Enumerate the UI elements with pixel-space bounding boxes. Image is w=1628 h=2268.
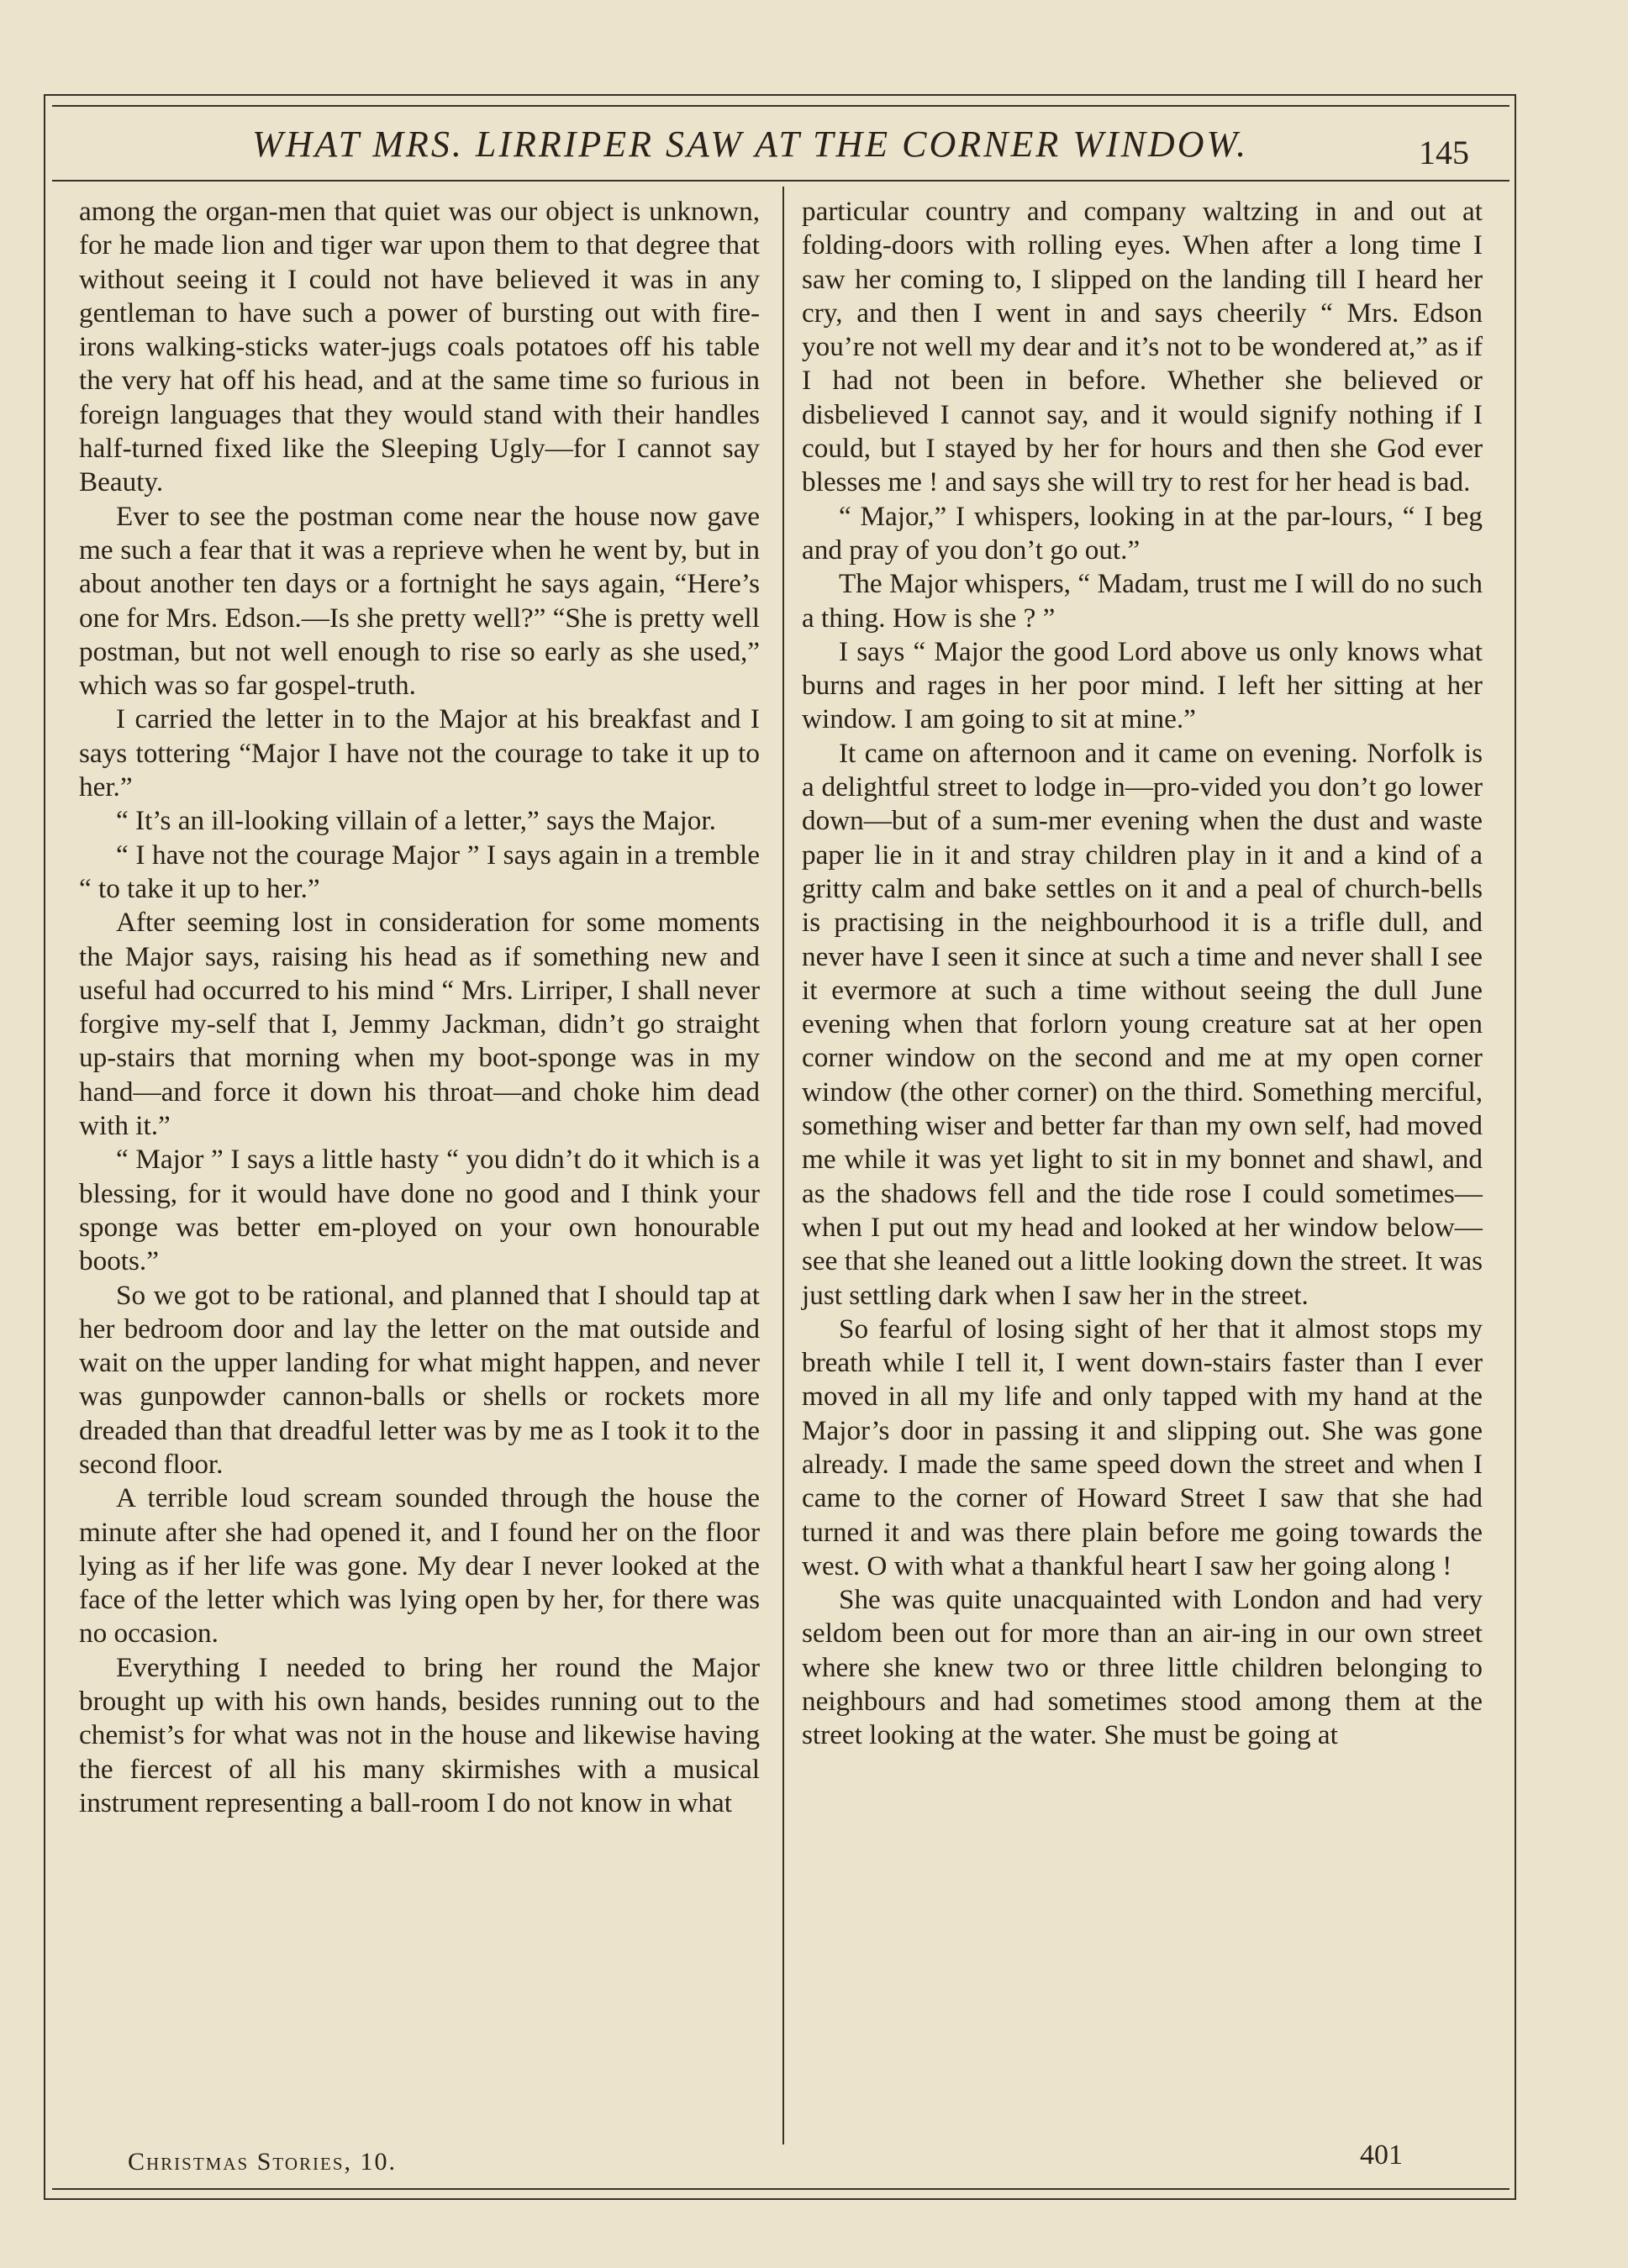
page-number: 145 — [1419, 134, 1469, 171]
paragraph: I says “ Major the good Lord above us only knows what burns and rages in her poor mind. I left her sitting at her window. I am going to sit at mine.” — [802, 635, 1483, 735]
paragraph: The Major whispers, “ Madam, trust me I will do no such a thing. How is she ? ” — [802, 568, 1483, 634]
bottom-rule — [52, 2188, 1509, 2190]
paragraph: So we got to be rational, and planned that I should tap at her bedroom door and lay the letter on the mat outside and wait on the upper landing for what might happen, and never was gunpowder cannon-balls or shells or rockets more dreaded than that dreadful letter was by me as I took it to the second floor. — [79, 1279, 760, 1480]
column-divider — [782, 187, 784, 2144]
paragraph: So fearful of losing sight of her that it almost stops my breath while I tell it, I went down-stairs faster than I ever moved in all my life and only tapped with my hand at the Major’s door in passing it and slipping out. She was gone already. I made the same speed down the street and when I came to the corner of Howard Street I saw that she had turned it and was there plain before me going towards the west. O with what a thankful heart I saw her going along ! — [802, 1313, 1483, 1581]
right-column — [802, 195, 1483, 1753]
paragraph: She was quite unacquainted with London and had very seldom been out for more than an air-ing in our own street where she knew two or three little children belonging to neighbours and had sometimes stood among them at the street looking at the water. She must be going at — [802, 1584, 1483, 1751]
paragraph: particular country and company waltzing in and out at folding-doors with rolling eyes. When after a long time I saw her coming to, I slipped on the landing till I heard her cry, and then I went in and says cheerily “ Mrs. Edson you’re not well my dear and it’s not to be wondered at,” as if I had not been in before. Whether she believed or disbelieved I cannot say, and it would signify nothing if I could, but I stayed by her for hours and then she God ever blesses me ! and says she will try to rest for her head is bad. — [802, 196, 1483, 498]
left-column — [79, 195, 760, 1820]
paragraph: “ It’s an ill-looking villain of a letter,” says the Major. — [116, 805, 716, 837]
signature-mark: Christmas Stories, 10. — [128, 2148, 398, 2176]
paragraph: among the organ-men that quiet was our object is unknown, for he made lion and tiger war upon them to that degree that without seeing it I could not have believed it was in any gentleman to have such a power of bursting out with fire-irons walking-sticks water-jugs coals potatoes off his table the very hat off his head, and at the same time so furious in foreign languages that they would stand with their handles half-turned fixed like the Sleeping Ugly—for I cannot say Beauty. — [79, 196, 760, 498]
paragraph: I carried the letter in to the Major at his breakfast and I says tottering “Major I have not the courage to take it up to her.” — [79, 703, 760, 803]
paragraph: Everything I needed to bring her round the Major brought up with his own hands, besides running out to the chemist’s for what was not in the house and likewise having the fiercest of all his many skirmishes with a musical instrument representing a ball-room I do not know in what — [79, 1651, 760, 1818]
paragraph: After seeming lost in consideration for some moments the Major says, raising his head as if something new and useful had occurred to his mind “ Mrs. Lirriper, I shall never forgive my-self that I, Jemmy Jackman, didn’t go straight up-stairs that morning when my boot-sponge was in my hand—and force it down his throat—and choke him dead with it.” — [79, 907, 760, 1142]
sheet-number: 401 — [1360, 2139, 1403, 2171]
paragraph: “ Major,” I whispers, looking in at the par-lours, “ I beg and pray of you don’t go out.” — [802, 500, 1483, 566]
paragraph: It came on afternoon and it came on evening. Norfolk is a delightful street to lodge in—pro-vided you don’t go lower down—but of a sum-mer evening when the dust and waste paper lie in it and stray children play in it and a kind of a gritty calm and bake settles on it and a peal of church-bells is practising in the neighbourhood it is a trifle dull, and never have I seen it since at such a time and never shall I see it evermore at such a time without seeing the dull June evening when that forlorn young creature sat at her open corner window on the second and me at my open corner window (the other corner) on the third. Something merciful, something wiser and better far than my own self, had moved me while it was yet light to sit in my bonnet and shawl, and as the shadows fell and the tide rose I could sometimes—when I put out my head and looked at her window below—see that she leaned out a little looking down the street. It was just settling dark when I saw her in the street. — [802, 737, 1483, 1311]
paragraph: Ever to see the postman come near the house now gave me such a fear that it was a reprieve when he went by, but in about another ten days or a fortnight he says again, “Here’s one for Mrs. Edson.—Is she pretty well?” “She is pretty well postman, but not well enough to rise so early as she used,” which was so far gospel-truth. — [79, 500, 760, 702]
paragraph: “ Major ” I says a little hasty “ you didn’t do it which is a blessing, for it would have done no good and I think your sponge was better em-ployed on your own honourable boots.” — [79, 1144, 760, 1277]
running-title: WHAT MRS. LIRRIPER SAW AT THE CORNER WINDOW. — [252, 124, 1249, 165]
top-rule — [52, 105, 1509, 107]
paragraph: A terrible loud scream sounded through the house the minute after she had opened it, and I found her on the floor lying as if her life was gone. My dear I never looked at the face of the letter which was lying open by her, for there was no occasion. — [79, 1482, 760, 1650]
header-rule — [52, 180, 1509, 182]
paragraph: “ I have not the courage Major ” I says again in a tremble “ to take it up to her.” — [79, 839, 760, 904]
